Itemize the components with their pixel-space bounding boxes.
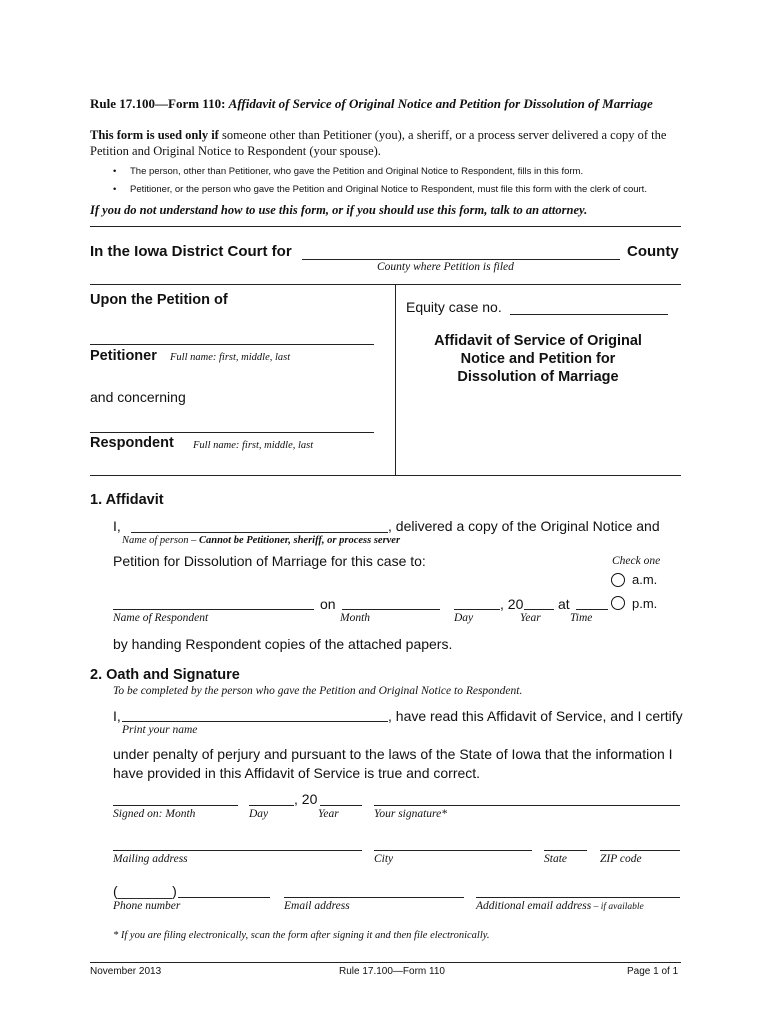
service-day-field[interactable]: [454, 609, 500, 610]
petitioner-hint: Full name: first, middle, last: [170, 352, 291, 363]
mailing-caption: Mailing address: [113, 853, 188, 865]
section-2-heading: 2. Oath and Signature: [90, 667, 240, 683]
affidavit-title-line: Dissolution of Marriage: [457, 369, 619, 385]
city-caption: City: [374, 853, 394, 865]
email-field[interactable]: [284, 897, 464, 898]
footnote: * If you are filing electronically, scan the form after signing it and then file electronically.: [113, 930, 490, 941]
intro-line-1: [90, 128, 666, 143]
list-item: [113, 181, 647, 199]
county-caption: County where Petition is filed: [377, 261, 514, 273]
equity-case-field[interactable]: [510, 314, 668, 315]
intro-bold-lead: This form is used only if: [90, 128, 219, 142]
at-label: at: [558, 596, 570, 612]
list-item: [113, 163, 647, 181]
by-handing-line: by handing Respondent copies of the attached papers.: [113, 636, 453, 652]
print-name-caption: Print your name: [122, 724, 198, 736]
additional-email-field[interactable]: [476, 897, 680, 898]
am-label: a.m.: [632, 572, 658, 587]
zip-caption: ZIP code: [600, 853, 642, 865]
deliverer-caption-bold: Cannot be Petitioner, sheriff, or process server: [199, 535, 401, 546]
deliverer-caption: [122, 535, 400, 546]
delivered-text: , delivered a copy of the Original Notice and: [388, 518, 660, 534]
print-name-field[interactable]: [122, 721, 388, 722]
signed-day-caption: Day: [249, 808, 269, 820]
footer-form: Rule 17.100—Form 110: [339, 966, 445, 977]
signed-day-field[interactable]: [249, 805, 294, 806]
email-caption: Email address: [284, 900, 350, 912]
and-concerning: and concerning: [90, 389, 186, 405]
footer-date: November 2013: [90, 966, 162, 977]
mailing-address-field[interactable]: [113, 850, 362, 851]
divider: [90, 226, 681, 227]
pm-radio[interactable]: [611, 596, 625, 610]
affidavit-title: [395, 332, 681, 386]
respondent-name-field[interactable]: [90, 432, 374, 433]
bullet-text: Petitioner, or the person who gave the Petition and Original Notice to Respondent, must file this form with the clerk of court.: [130, 184, 647, 195]
signed-comma-20: , 20: [294, 791, 318, 807]
form-title-italic: Affidavit of Service of Original Notice and Petition for Dissolution of Marriage: [228, 96, 653, 111]
phone-caption: Phone number: [113, 900, 181, 912]
respondent-served-field[interactable]: [113, 609, 314, 610]
am-radio[interactable]: [611, 573, 625, 587]
deliverer-name-field[interactable]: [131, 532, 388, 533]
section-1-heading: 1. Affidavit: [90, 492, 164, 508]
attorney-note: If you do not understand how to use this form, or if you should use this form, talk to an attorney.: [90, 203, 588, 217]
instruction-bullets: [113, 163, 647, 199]
deliverer-caption-prefix: Name of person –: [122, 535, 199, 546]
section-1-i: I,: [113, 518, 121, 534]
additional-email-caption-text: Additional email address: [476, 900, 592, 912]
service-time-field[interactable]: [576, 609, 608, 610]
petitioner-label: Petitioner: [90, 348, 157, 364]
upon-petition-label: Upon the Petition of: [90, 292, 228, 308]
bullet-icon: •: [113, 166, 117, 177]
signature-caption: Your signature*: [374, 808, 447, 820]
intro-line-1-rest: someone other than Petitioner (you), a sheriff, or a process server delivered a copy of the: [218, 128, 667, 142]
county-field[interactable]: [302, 259, 620, 260]
state-field[interactable]: [544, 850, 587, 851]
year-caption: Year: [520, 612, 541, 624]
equity-case-label: Equity case no.: [406, 299, 502, 315]
penalty-line-1: under penalty of perjury and pursuant to the laws of the State of Iowa that the information I: [113, 746, 673, 762]
time-caption: Time: [570, 612, 593, 624]
respondent-label: Respondent: [90, 435, 174, 451]
petition-line: Petition for Dissolution of Marriage for this case to:: [113, 553, 426, 569]
county-label: County: [627, 243, 679, 260]
form-title: [90, 96, 653, 112]
petitioner-name-field[interactable]: [90, 344, 374, 345]
city-field[interactable]: [374, 850, 532, 851]
respondent-hint: Full name: first, middle, last: [193, 440, 314, 451]
penalty-line-2: have provided in this Affidavit of Service is true and correct.: [113, 765, 481, 781]
signature-field[interactable]: [374, 805, 680, 806]
zip-field[interactable]: [600, 850, 680, 851]
day-caption: Day: [454, 612, 474, 624]
state-caption: State: [544, 853, 567, 865]
additional-email-caption: [476, 900, 644, 912]
service-year-field[interactable]: [524, 609, 554, 610]
footer-divider: [90, 962, 681, 963]
bullet-text: The person, other than Petitioner, who gave the Petition and Original Notice to Respondent, fills in this form.: [130, 166, 584, 177]
signed-on-caption: Signed on: Month: [113, 808, 196, 820]
intro-line-2: Petition and Original Notice to Respondent (your spouse).: [90, 144, 381, 158]
phone-number-field[interactable]: [178, 897, 270, 898]
on-label: on: [320, 596, 336, 612]
caption-box-bottom: [90, 475, 681, 476]
affidavit-title-line: Affidavit of Service of Original: [434, 333, 642, 349]
check-one-label: Check one: [612, 555, 661, 567]
pm-label: p.m.: [632, 596, 658, 611]
rule-number: Rule 17.100—Form 110:: [90, 96, 229, 111]
section-2-i: I,: [113, 708, 121, 724]
caption-box-top: [90, 284, 681, 285]
court-prefix: In the Iowa District Court for: [90, 243, 292, 260]
signed-month-field[interactable]: [113, 805, 238, 806]
month-caption: Month: [340, 612, 371, 624]
signed-year-field[interactable]: [320, 805, 362, 806]
bullet-icon: •: [113, 184, 117, 195]
comma-20: , 20: [500, 596, 524, 612]
footer-page: Page 1 of 1: [627, 966, 679, 977]
have-read-text: , have read this Affidavit of Service, and I certify: [388, 708, 683, 724]
service-month-field[interactable]: [342, 609, 440, 610]
phone-area-code-field[interactable]: (_______): [113, 883, 177, 899]
respondent-caption: Name of Respondent: [113, 612, 209, 624]
section-2-instruction: To be completed by the person who gave the Petition and Original Notice to Respondent.: [113, 685, 523, 697]
if-available-caption: – if available: [591, 902, 644, 912]
affidavit-title-line: Notice and Petition for: [460, 351, 616, 367]
signed-year-caption: Year: [318, 808, 339, 820]
